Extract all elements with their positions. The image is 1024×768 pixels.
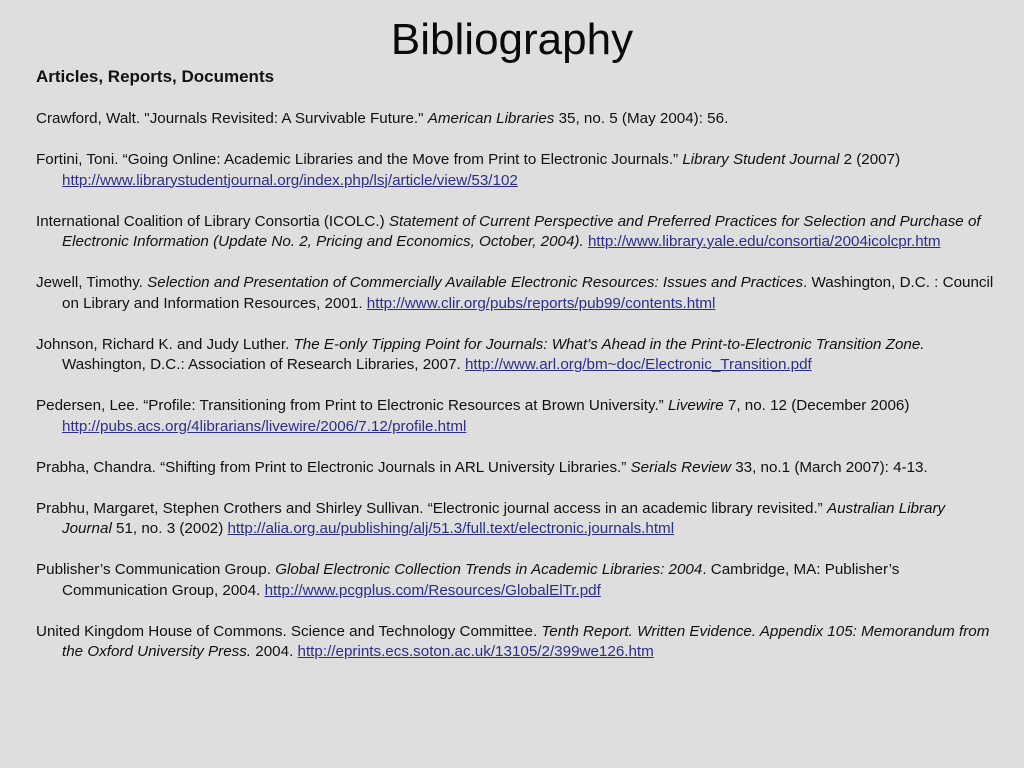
entry-title: The E-only Tipping Point for Journals: What’s Ahead in the Print-to-Electronic Transition Zone. <box>293 335 925 353</box>
entry-details: 51, no. 3 (2002) <box>111 520 228 537</box>
bibliography-entry <box>36 560 996 601</box>
slide-title: Bibliography <box>390 15 634 64</box>
entry-link[interactable]: http://eprints.ecs.soton.ac.uk/13105/2/399we126.htm <box>297 643 654 660</box>
entry-title: Library Student Journal <box>682 151 840 168</box>
entry-title: Selection and Presentation of Commercially Available Electronic Resources: Issues and Practices <box>147 274 804 291</box>
section-heading: Articles, Reports, Documents <box>36 67 275 86</box>
bibliography-entry <box>36 458 996 479</box>
entry-title: American Libraries <box>427 110 555 127</box>
entry-title: Statement of Current Perspective and Preferred Practices for Selection and Purchase of Electronic Information (Update No. 2, Pricing and Economics, October, 2004). <box>62 212 981 250</box>
entry-link[interactable]: http://www.arl.org/bm~doc/Electronic_Transition.pdf <box>464 356 812 373</box>
entry-link[interactable]: http://www.library.yale.edu/consortia/2004icolcpr.htm <box>587 233 941 250</box>
entry-text: Crawford, Walt. "Journals Revisited: A Survivable Future." <box>36 110 428 127</box>
bibliography-entry <box>36 499 996 540</box>
entry-link[interactable]: http://pubs.acs.org/4librarians/livewire/2006/7.12/profile.html <box>62 417 467 435</box>
entry-title: Livewire <box>667 397 724 414</box>
entry-link[interactable]: http://alia.org.au/publishing/alj/51.3/full.text/electronic.journals.html <box>227 520 675 537</box>
bibliography-entry <box>36 212 996 253</box>
bibliography-entry <box>36 109 996 130</box>
entry-details: 7, no. 12 (December 2006) <box>723 397 910 414</box>
entry-details: 2 (2007) <box>839 151 901 168</box>
entry-text: United Kingdom House of Commons. Science and Technology Committee. <box>36 622 542 640</box>
entry-title: Global Electronic Collection Trends in Academic Libraries: 2004 <box>275 561 703 578</box>
entry-text: Prabhu, Margaret, Stephen Crothers and Shirley Sullivan. “Electronic journal access in an academic library revisited.” <box>36 499 827 517</box>
entry-link[interactable]: http://www.pcgplus.com/Resources/GlobalElTr.pdf <box>264 581 601 599</box>
bibliography-entry <box>36 622 996 663</box>
bibliography-entry <box>36 273 996 314</box>
entry-details: . Cambridge, MA: Publisher’s Communication Group, 2004. <box>62 561 900 599</box>
entry-details: 35, no. 5 (May 2004): 56. <box>554 110 729 127</box>
entry-details: 33, no.1 (March 2007): 4-13. <box>730 458 928 476</box>
entry-text: Jewell, Timothy. <box>36 274 148 291</box>
entry-text: Fortini, Toni. “Going Online: Academic Libraries and the Move from Print to Electronic Journals.” <box>36 151 683 168</box>
entry-details: Washington, D.C.: Association of Research Libraries, 2007. <box>62 356 465 373</box>
entry-text: Publisher’s Communication Group. <box>36 561 276 578</box>
entry-text: Prabha, Chandra. “Shifting from Print to Electronic Journals in ARL University Libraries.” <box>36 458 631 476</box>
bibliography-entry <box>36 335 996 376</box>
entry-details: . Washington, D.C. : Council on Library and Information Resources, 2001. <box>62 274 994 312</box>
bibliography-list <box>36 109 996 683</box>
bibliography-entry <box>36 150 996 191</box>
entry-link[interactable]: http://www.librarystudentjournal.org/index.php/lsj/article/view/53/102 <box>62 171 518 189</box>
entry-text: Pedersen, Lee. “Profile: Transitioning from Print to Electronic Resources at Brown University.” <box>36 397 668 414</box>
entry-link[interactable]: http://www.clir.org/pubs/reports/pub99/contents.html <box>366 294 716 312</box>
entry-title: Serials Review <box>630 458 731 476</box>
entry-text: International Coalition of Library Consortia (ICOLC.) <box>36 212 389 230</box>
bibliography-entry <box>36 396 996 437</box>
entry-title: Tenth Report. Written Evidence. Appendix 105: Memorandum from the Oxford University Press. <box>62 622 990 660</box>
entry-title: Australian Library Journal <box>62 499 946 537</box>
entry-details: 2004. <box>251 643 298 660</box>
entry-text: Johnson, Richard K. and Judy Luther. <box>36 335 294 353</box>
